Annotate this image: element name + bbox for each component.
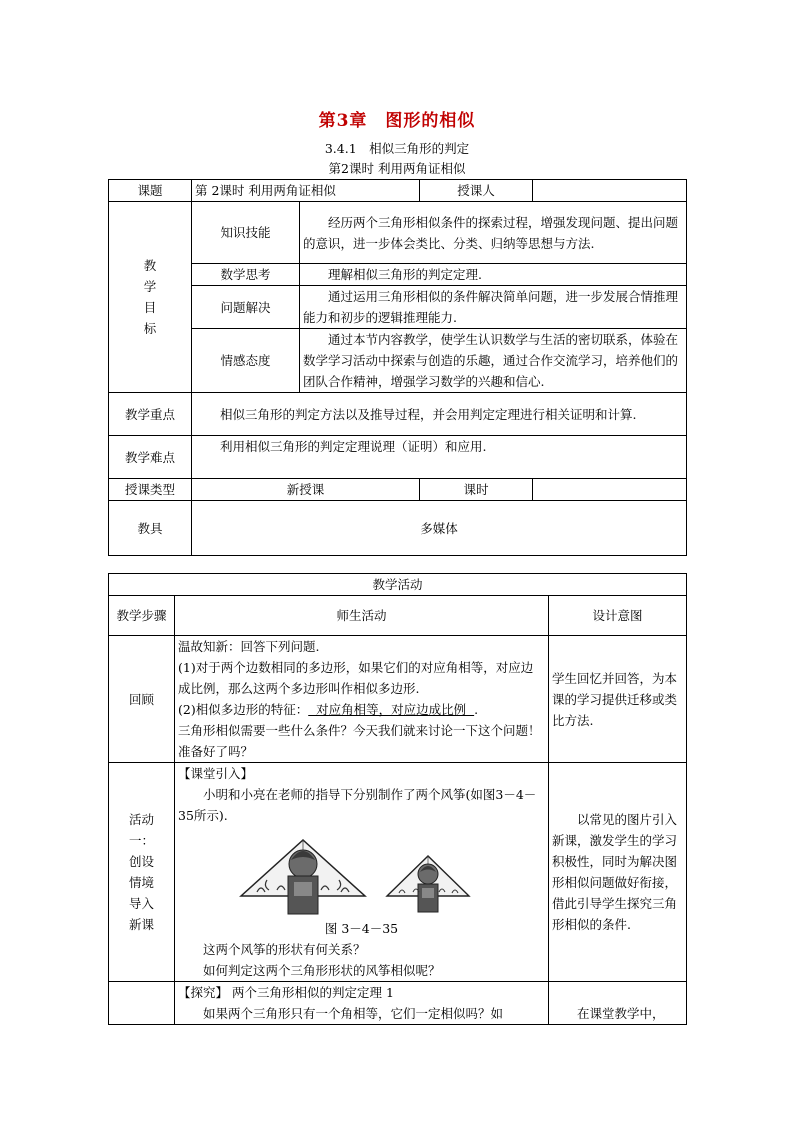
- goal-knowledge-label: 知识技能: [192, 202, 300, 264]
- activity2-heading: 【探究】 两个三角形相似的判定定理 1: [178, 985, 394, 1000]
- review-answer: 对应角相等，对应边成比例: [308, 702, 475, 717]
- activity1-question-2: 如何判定这两个三角形形状的风筝相似呢？: [203, 963, 441, 978]
- col-activity-header: 师生活动: [175, 596, 549, 636]
- type-value: 新授课: [192, 479, 420, 501]
- review-intent: 学生回忆并回答，为本课的学习提供迁移或类比方法.: [549, 636, 687, 763]
- activity-table: [108, 573, 687, 1025]
- hours-label: 课时: [420, 479, 533, 501]
- section-title: 3.4.1 相似三角形的判定: [324, 141, 470, 156]
- large-kite: [241, 840, 365, 914]
- review-line-1: 温故知新：回答下列问题.: [178, 639, 320, 654]
- difficulty-text: 利用相似三角形的判定定理说理（证明）和应用.: [192, 436, 687, 479]
- lesson-plan-table: [108, 179, 687, 556]
- chapter-title: 第3章 图形的相似: [318, 111, 476, 131]
- topic-label: 课题: [109, 180, 192, 202]
- figure-caption: 图 3－4－35: [324, 921, 399, 936]
- difficulty-label: 教学难点: [109, 436, 192, 479]
- key-point-text: 相似三角形的判定方法以及推导过程，并会用判定定理进行相关证明和计算.: [192, 393, 687, 436]
- type-label: 授课类型: [109, 479, 192, 501]
- activity2-activity: [175, 982, 549, 1025]
- activity1-step: 活动 一： 创设 情境 导入 新课: [109, 763, 175, 982]
- activity1-intent: 以常见的图片引入新课，激发学生的学习积极性，同时为解决图形相似问题做好衔接，借此引导学生探究三角形相似的条件.: [549, 763, 687, 982]
- goals-label: 教 学 目 标: [109, 202, 192, 393]
- activity2-step: [109, 982, 175, 1025]
- lesson-title: 第2课时 利用两角证相似: [328, 161, 466, 176]
- small-kite: [387, 856, 469, 912]
- review-line-2: (1)对于两个边数相同的多边形，如果它们的对应角相等，对应边成比例，那么这两个多边形叫作相似多边形.: [178, 660, 534, 696]
- review-step: 回顾: [109, 636, 175, 763]
- goal-knowledge-text: 经历两个三角形相似条件的探索过程，增强发现问题、提出问题的意识，进一步体会类比、分类、归纳等思想与方法.: [300, 202, 687, 264]
- activity2-para: 如果两个三角形只有一个角相等，它们一定相似吗？如: [203, 1006, 504, 1021]
- activity1-question-1: 这两个风筝的形状有何关系？: [203, 942, 366, 957]
- goal-thinking-text: 理解相似三角形的判定定理.: [300, 264, 687, 286]
- activity1-heading: 【课堂引入】: [178, 766, 254, 781]
- col-intent-header: 设计意图: [549, 596, 687, 636]
- goal-problem-text: 通过运用三角形相似的条件解决简单问题，进一步发展合情推理能力和初步的逻辑推理能力.: [300, 286, 687, 329]
- activity1-para: 小明和小亮在老师的指导下分别制作了两个风筝(如图3－4－35所示).: [178, 787, 537, 823]
- col-step-header: 教学步骤: [109, 596, 175, 636]
- review-line-4: 三角形相似需要一些什么条件？今天我们就来讨论一下这个问题！准备好了吗？: [178, 723, 541, 759]
- teacher-label: 授课人: [420, 180, 533, 202]
- review-line-3: (2)相似多边形的特征： 对应角相等，对应边成比例 .: [178, 702, 479, 717]
- activity2-intent: 在课堂教学中，: [549, 982, 687, 1025]
- topic-value: 第 2课时 利用两角证相似: [192, 180, 420, 202]
- tools-label: 教具: [109, 501, 192, 556]
- goal-thinking-label: 数学思考: [192, 264, 300, 286]
- goal-attitude-text: 通过本节内容教学，使学生认识数学与生活的密切联系，体验在数学学习活动中探索与创造的乐趣，通过合作交流学习，培养他们的团队合作精神，增强学习数学的兴趣和信心.: [300, 329, 687, 393]
- tools-value: 多媒体: [192, 501, 687, 556]
- goal-attitude-label: 情感态度: [192, 329, 300, 393]
- review-activity: [175, 636, 549, 763]
- activity1-activity: [175, 763, 549, 982]
- goal-problem-label: 问题解决: [192, 286, 300, 329]
- key-point-label: 教学重点: [109, 393, 192, 436]
- kites-figure: [237, 832, 487, 918]
- hours-value: [533, 479, 687, 501]
- teacher-value: [533, 180, 687, 202]
- activity-table-title: 教学活动: [109, 574, 687, 596]
